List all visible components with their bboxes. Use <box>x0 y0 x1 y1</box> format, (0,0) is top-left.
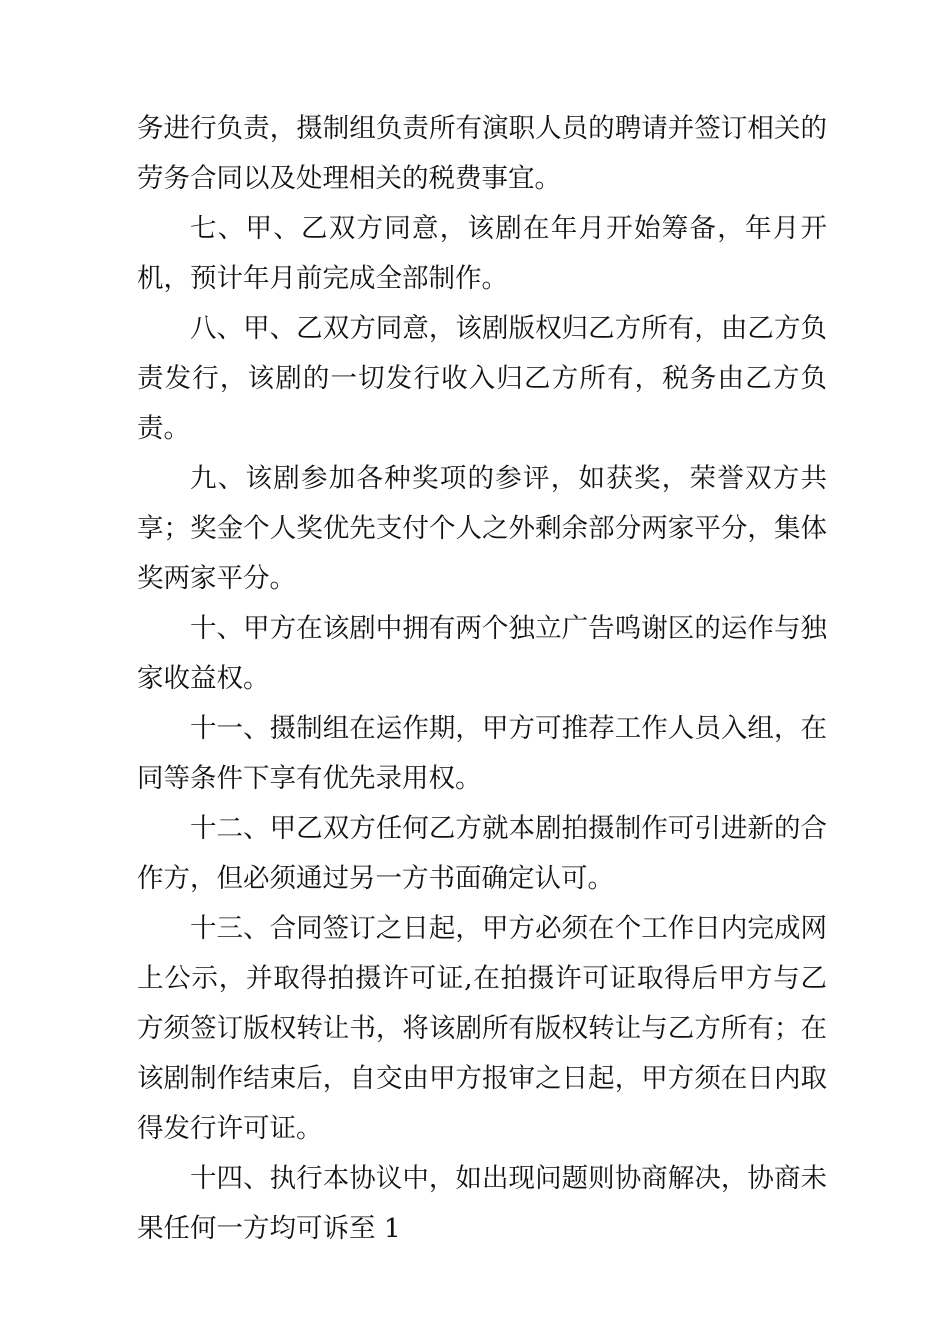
clause-12: 十二、甲乙双方任何乙方就本剧拍摄制作可引进新的合作方，但必须通过另一方书面确定认可。 <box>137 813 827 894</box>
clause-14: 十四、执行本协议中，如出现问题则协商解决，协商未果任何一方均可诉至 1 <box>137 1163 827 1244</box>
clause-8: 八、甲、乙双方同意，该剧版权归乙方所有，由乙方负责发行，该剧的一切发行收入归乙方所有，税务由乙方负责。 <box>137 313 827 444</box>
clause-10: 十、甲方在该剧中拥有两个独立广告鸣谢区的运作与独家收益权。 <box>137 613 827 694</box>
document-body <box>137 104 827 1254</box>
clause-11: 十一、摄制组在运作期，甲方可推荐工作人员入组，在同等条件下享有优先录用权。 <box>137 713 827 794</box>
clause-7: 七、甲、乙双方同意，该剧在年月开始筹备，年月开机，预计年月前完成全部制作。 <box>137 213 827 294</box>
clause-9: 九、该剧参加各种奖项的参评，如获奖，荣誉双方共享；奖金个人奖优先支付个人之外剩余部分两家平分，集体奖两家平分。 <box>137 463 827 594</box>
paragraph-continuation: 务进行负责，摄制组负责所有演职人员的聘请并签订相关的劳务合同以及处理相关的税费事宜。 <box>137 113 827 194</box>
clause-13: 十三、合同签订之日起，甲方必须在个工作日内完成网上公示，并取得拍摄许可证,在拍摄许可证取得后甲方与乙方须签订版权转让书，将该剧所有版权转让与乙方所有；在该剧制作结束后，自交由甲方报审之日起，甲方须在日内取得发行许可证。 <box>137 913 827 1144</box>
